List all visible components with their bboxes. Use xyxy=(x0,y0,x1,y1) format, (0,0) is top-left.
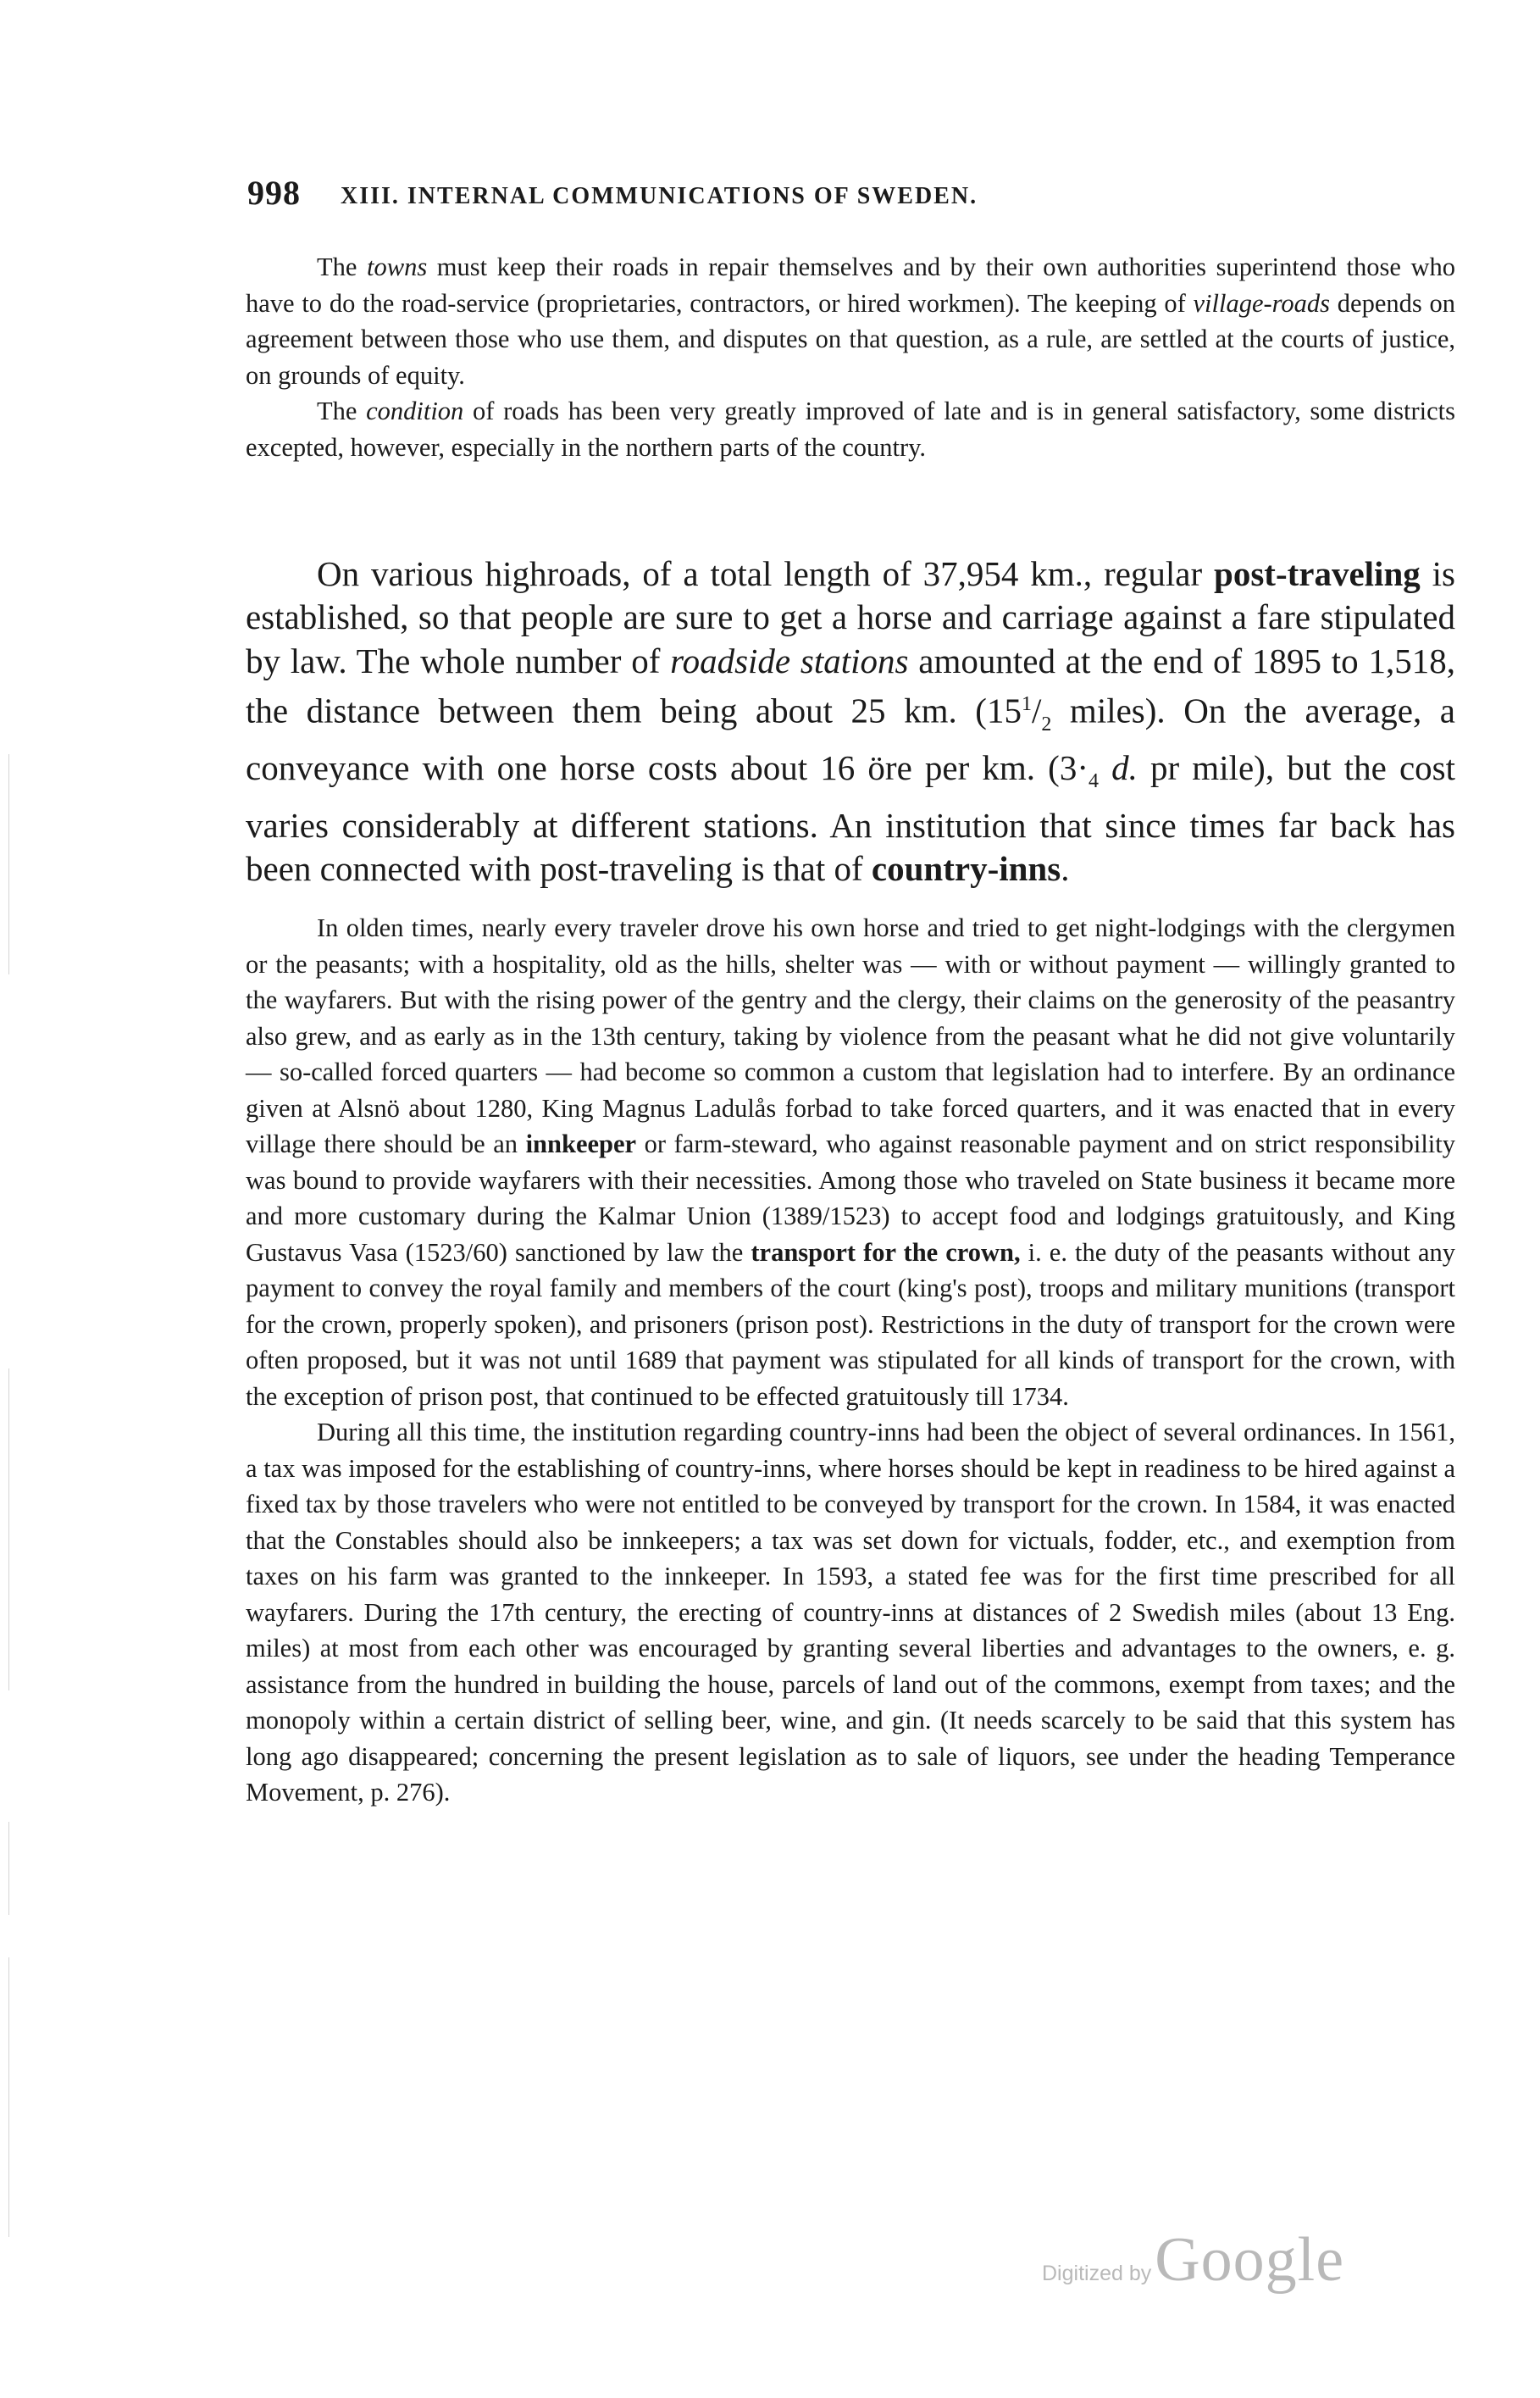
text-block-post-traveling xyxy=(246,552,1455,891)
text-run: In olden times, nearly every traveler drove his own horse and tried to get night-lodgings with the clergymen or the peasants; with a hospitality, old as the hills, shelter was — with or without payment — willingly granted to the wayfarers. But with the rising power of the gentry and the clergy, their claims on the generosity of the peasantry also grew, and as early as in the 13th century, taking by violence from the peasant what he did not give voluntarily — so-called forced quarters — had become so common a custom that legislation had to interfere. By an ordinance given at Alsnö about 1280, King Magnus Ladulås forbad to take forced quarters, and it was enacted that in every village there should be an xyxy=(246,913,1455,1158)
text-block-country-inns xyxy=(246,910,1455,1811)
bold-post-traveling: post-traveling xyxy=(1214,554,1421,593)
digitized-by-label: Digitized by xyxy=(1042,2262,1152,2285)
paragraph-olden-times xyxy=(246,910,1455,1414)
text-run: must keep their roads in repair themselves and by their own authorities superintend those who have to do the road-service (proprietaries, contractors, or hired workmen). The keeping of xyxy=(246,253,1455,318)
text-run: The xyxy=(317,397,367,425)
decimal-separator: · xyxy=(1077,748,1089,788)
bold-innkeeper: innkeeper xyxy=(525,1130,637,1158)
fraction-denominator: 2 xyxy=(1041,713,1052,735)
paragraph-post-traveling xyxy=(246,552,1455,891)
text-block-roads xyxy=(246,249,1455,465)
decimal-digit: 4 xyxy=(1088,770,1099,793)
page-number: 998 xyxy=(247,174,301,212)
google-logo: Google xyxy=(1155,2225,1345,2295)
paragraph-condition xyxy=(246,393,1455,465)
margin-scan-mark xyxy=(8,1822,9,1915)
margin-scan-mark xyxy=(8,754,9,974)
emphasis-condition: condition xyxy=(366,397,464,425)
fraction-numerator: 1 xyxy=(1021,692,1032,715)
fraction-slash: / xyxy=(1031,691,1042,730)
digitized-by-google-watermark xyxy=(1042,2224,1344,2296)
text-run: amounted at the end of 1895 to 1,518, the distance between them being about 25 km. (15 xyxy=(246,641,1455,730)
bold-country-inns: country-inns xyxy=(871,848,1061,888)
text-run: of roads has been very greatly improved of late and is in general satisfactory, some districts excepted, however, especially in the northern parts of the country. xyxy=(246,397,1455,462)
margin-scan-mark xyxy=(8,1368,9,1690)
text-run: depends on agreement between those who use them, and disputes on that question, as a rule, are settled at the courts of justice, on grounds of equity. xyxy=(246,288,1455,390)
text-run: The xyxy=(317,253,367,281)
text-run xyxy=(1099,748,1111,787)
paragraph-towns xyxy=(246,249,1455,393)
emphasis-pence: d. xyxy=(1111,748,1138,788)
page-header xyxy=(247,173,1450,215)
margin-scan-mark xyxy=(8,1957,9,2237)
text-run: miles). On the average, a conveyance with one horse costs about 16 öre per km. (3 xyxy=(246,691,1456,788)
text-run: pr mile), but the cost varies considerably at different stations. An institution that since times far back has been connected with post-traveling is that of xyxy=(246,748,1456,888)
paragraph-ordinances: During all this time, the institution regarding country-inns had been the object of several ordinances. In 1561, a tax was imposed for the establishing of country-inns, where horses should be kept in readiness to be hired against a fixed tax by those travelers who were not entitled to be conveyed by transport for the crown. In 1584, it was enacted that the Constables should also be innkeepers; a tax was set down for victuals, fodder, etc., and exemption from taxes on his farm was granted to the innkeeper. In 1593, a stated fee was for the first time prescribed for all wayfarers. During the 17th century, the erecting of country-inns at distances of 2 Swedish miles (about 13 Eng. miles) at most from each other was encouraged by granting several liberties and advantages to the owners, e. g. assistance from the hundred in building the house, parcels of land out of the commons, exempt from taxes; and the monopoly within a certain district of selling beer, wine, and gin. (It needs scarcely to be said that this system has long ago disappeared; concerning the present legislation as to sale of liquors, see under the heading Temperance Movement, p. 276). xyxy=(246,1418,1455,1807)
text-run: or farm-steward, who against reasonable payment and on strict responsibility was bound to provide wayfarers with their necessities. Among those who traveled on State business it became more and more customary during the Kalmar Union (1389/1523) to accept food and lodgings gratuitously, and King Gustavus Vasa (1523/60) sanctioned by law the xyxy=(246,1130,1455,1267)
emphasis-roadside-stations: roadside stations xyxy=(670,641,909,680)
text-run: is established, so that people are sure to get a horse and carriage against a fare stipulated by law. The whole number of xyxy=(246,554,1455,680)
emphasis-towns: towns xyxy=(367,253,428,281)
text-run: . xyxy=(1061,848,1070,888)
running-head: XIII. INTERNAL COMMUNICATIONS OF SWEDEN. xyxy=(341,183,978,209)
emphasis-village-roads: village-roads xyxy=(1193,288,1331,318)
text-run: i. e. the duty of the peasants without any payment to convey the royal family and members of the court (king's post), troops and military munitions (transport for the crown, properly spoken), and prisoners (prison post). Restrictions in the duty of transport for the crown were often proposed, but it was not until 1689 that payment was stipulated for all kinds of transport for the crown, with the exception of prison post, that continued to be effected gratuitously till 1734. xyxy=(246,1237,1455,1411)
bold-transport-for-the-crown: transport for the crown, xyxy=(751,1237,1021,1267)
text-run: On various highroads, of a total length of 37,954 km., regular xyxy=(317,554,1215,593)
